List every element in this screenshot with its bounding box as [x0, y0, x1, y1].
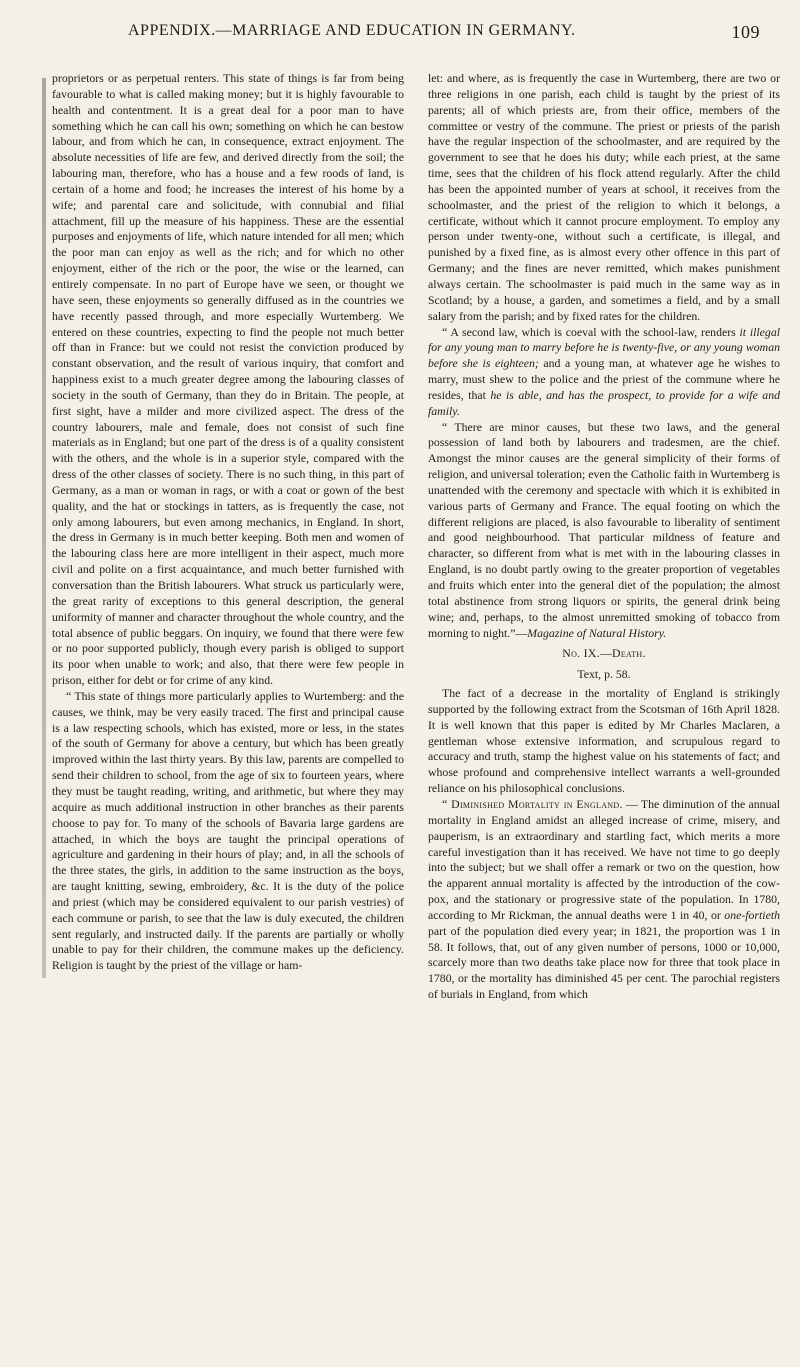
italic-text: one-fortieth: [724, 907, 780, 922]
running-title: APPENDIX.—MARRIAGE AND EDUCATION IN GERMANY.: [128, 22, 576, 39]
paragraph: The fact of a decrease in the mortality of England is strikingly supported by the following extract from the Scotsman of 16th April 1828. It is well known that this paper is edited by Mr Charles Maclaren, a gentleman whose extensive information, and scrupulous regard to accuracy and truth, stamp the highest value on his statements of fact; and whose profound and comprehensive intellect warrants a well-grounded reliance on his philosophical conclusions.: [428, 686, 780, 796]
source-citation: Magazine of Natural History.: [527, 625, 667, 640]
text-run: “ There are minor causes, but these two laws, and the general possession of land both by labourers and tradesmen, are the chief. Amongst the minor causes are the general simplicity of their forms of religion, and universal toleration; even the Catholic faith in Wurtemberg is unattended with the ceremony and spectacle with which it is exhibited in various parts of Germany and France. The equal footing on which the different religions are placed, is also favourable to liberality of sentiment and good neighbourhood. That particular mildness of feature and character, so different from what is met with in the labouring classes in England, is no doubt partly owing to the greater proportion of vegetables and fruits which enter into the general diet of the population; the almost total abstinence from strong liquors or spirits, the general drink being wine; and, perhaps, to the almost unremitted smoking of tobacco from morning to night.”—: [428, 419, 780, 640]
text-reference: Text, p. 58.: [577, 667, 631, 682]
right-column: [428, 71, 780, 1003]
paragraph: proprietors or as perpetual renters. This state of things is far from being favourable to what is called making money; but it is highly favourable to health and contentment. It is a great deal for a poor man to have something which he can call his own; something on which he can bestow labour, and from which he can, in consequence, extract enjoyment. The absolute necessities of life are few, and derived directly from the soil; the labouring man, therefore, who has a house and a few roods of land, is certain of a home and food; he increases the interest of his home by a wife; and parental care and solicitude, with connubial and filial attachment, fill up the measure of his happiness. These are the essential purposes and enjoyments of life, which nature intended for all men; which the poor man can enjoy as well as the rich; and for which no other enjoyment, either of the rich or the poor, the wise or the learned, can entirely compensate. In no part of Europe have we seen, or thought we have seen, these enjoyments so generally diffused as in the countries we have recently passed through, and more especially Wurtemberg. We entered on these countries, expecting to find the people not much better off than in France: but we could not resist the conviction produced by constant observation, and the result of various inquiry, that comfort and happiness exist to a much greater degree among the labouring classes of society in the south of Germany, than they do in Britain. The people, at first sight, have a milder and more civilized aspect. The dress of the country labourers, male and female, does not consist of such fine materials as in England; but one part of the dress is of a quality consistent with the others, and the whole is in a superior style, compared with the dress of the other classes of society. There is no such thing, in this part of Germany, as a man or woman in rags, or with a coat or gown of the best quality, and the hat or stockings in tatters, as is frequently the case, not only among labourers, but even among mechanics, in England. In short, the dress in Germany is in much better keeping. Both men and women of the labouring class here are more intelligent in their aspect, much more civil and polite on a first acquaintance, and much better furnished with conversation than the British labourers. What struck us particularly were, the great rarity of exceptions to this general description, the general uniformity of manner and character throughout the whole country, and the total absence of public beggars. On inquiry, we found that there were few or no poor supported publicly, though every parish is obliged to support its poor when unable to work; and also, that there were few people in prison, either for debt or for crime of any kind.: [52, 71, 404, 688]
section-heading: No. IX.—Death.: [562, 646, 646, 661]
paragraph: [428, 797, 780, 1003]
text-run: — The diminution of the annual mortality in England amidst an alleged increase of crime, misery, and pauperism, is an extraordinary and startling fact, which merits a more careful investigation than it has received. We have not time to go deeply into the subject; but we shall offer a remark or two on the question, how the apparent annual mortality is affected by the introduction of the cow-pox, and the stationary or progressive state of the population. In 1780, according to Mr Rickman, the annual deaths were 1 in 40, or: [428, 796, 780, 922]
inline-heading: “ Diminished Mortality in England.: [442, 796, 623, 811]
text-run: and a young man, at whatever age he wishes to marry, must shew to the police and the priest of the commune where he resides, that: [428, 356, 780, 402]
text-run: “ A second law, which is coeval with the school-law, renders: [442, 324, 740, 339]
left-column: [52, 71, 404, 974]
italic-text: he is able, and has the prospect, to provide for a wife and family.: [428, 387, 780, 418]
page-binding-shadow: [42, 78, 46, 978]
italic-text: it illegal for any young man to marry before he is twenty-five, or any young woman before she is eighteen;: [428, 324, 780, 371]
paragraph: [428, 325, 780, 420]
text-run: part of the population died every year; in 1821, the proportion was 1 in 58. It follows, that, out of any given number of persons, 1000 or 10,000, scarcely more than two deaths take place now for three that took place in 1780, or the mortality has diminished 45 per cent. The parochial registers of burials in England, from which: [428, 923, 780, 1002]
page-number: 109: [731, 22, 760, 42]
paragraph: [428, 420, 780, 642]
paragraph: “ This state of things more particularly applies to Wurtemberg: and the causes, we think, may be very easily traced. The first and principal cause is a law respecting schools, which has existed, more or less, in the states of the south of Germany for above a century, but which has been greatly improved within the last thirty years. By this law, parents are compelled to send their children to school, from the age of six to fourteen years, where they must be taught reading, writing, and arithmetic, but where they may acquire as much additional instruction in other branches as their parents choose to pay for. To many of the schools of Bavaria large gardens are attached, in which the boys are taught the principal operations of agriculture and gardening in their hours of play; and, in all the schools of the three states, the girls, in addition to the same instruction as the boys, are taught knitting, sewing, embroidery, &c. It is the duty of the police and priest (which may be considered equivalent to our parish vestries) of each commune or parish, to see that the law is duly executed, the children sent regularly, and instructed daily. If the parents are partially or wholly unable to pay for their children, the commune makes up the deficiency. Religion is taught by the priest of the village or ham-: [52, 688, 404, 973]
paragraph: let: and where, as is frequently the case in Wurtemberg, there are two or three religions in one parish, each child is taught by the priest of its parents; all of which priests are, from their office, members of the committee or vestry of the commune. The priest or priests of the parish have the regular inspection of the schoolmaster, and are required by the government to see that he does his duty; while each priest, at the same time, sees that the children of his flock attend regularly. After the child has been the appointed number of years at school, it receives from the schoolmaster, and the priest of the religion to which it belongs, a certificate, without which it cannot procure employment. To employ any person under twenty-one, without such a certificate, is illegal, and punished by a fixed fine, as is almost every other offence in this part of Germany; and the fines are never remitted, which makes punishment always certain. The schoolmaster is paid much in the same way as in Scotland; by a house, a garden, and sometimes a field, and by a small salary from the parish; and by fixed rates for the children.: [428, 71, 780, 323]
